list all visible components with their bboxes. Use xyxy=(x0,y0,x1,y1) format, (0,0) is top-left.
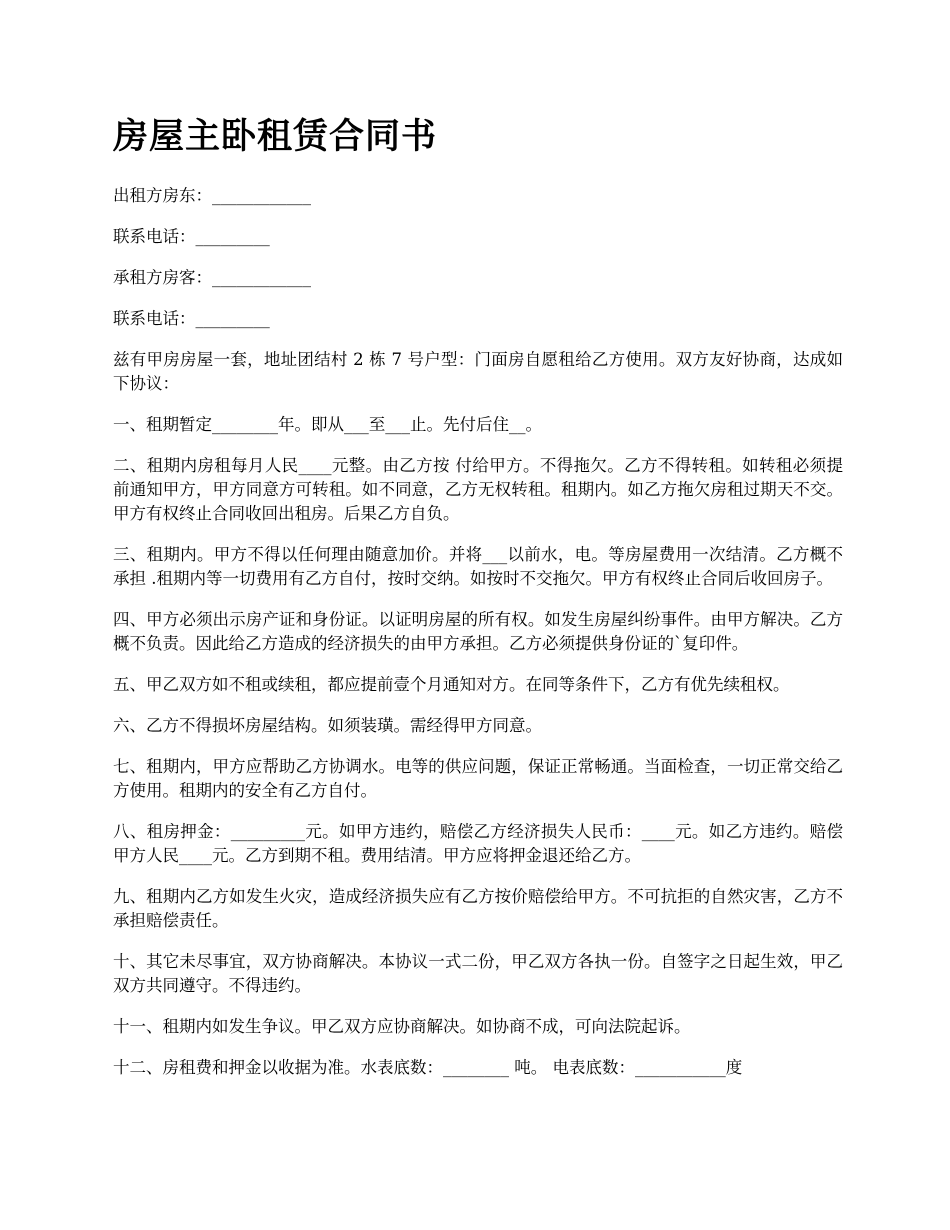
clause-6: 六、乙方不得损坏房屋结构。如须装璜。需经得甲方同意。 xyxy=(113,716,542,735)
clause-8: 八、租房押金：_________元。如甲方违约，赔偿乙方经济损失人民币：____元。如乙方违约。赔偿甲方人民____元。乙方到期不租。费用结清。甲方应将押金退还给乙方。 xyxy=(113,822,843,865)
clause-5: 五、甲乙双方如不租或续租，都应提前壹个月通知对方。在同等条件下，乙方有优先续租权。 xyxy=(113,675,790,694)
clause-1: 一、租期暂定________年。即从___至___止。先付后住__。 xyxy=(113,415,542,434)
document-title: 房屋主卧租赁合同书 xyxy=(113,117,438,157)
clause-7: 七、租期内，甲方应帮助乙方协调水。电等的供应问题，保证正常畅通。当面检查，一切正常交给乙方使用。租期内的安全有乙方自付。 xyxy=(113,757,843,800)
clause-10: 十、其它未尽事宜，双方协商解决。本协议一式二份，甲乙双方各执一份。自签字之日起生效，甲乙双方共同遵守。不得违约。 xyxy=(113,952,843,995)
tenant-field: 承租方房客：____________ xyxy=(113,268,311,287)
clause-11: 十一、租期内如发生争议。甲乙双方应协商解决。如协商不成，可向法院起诉。 xyxy=(113,1017,691,1036)
clause-4: 四、甲方必须出示房产证和身份证。以证明房屋的所有权。如发生房屋纠纷事件。由甲方解决。乙方概不负责。因此给乙方造成的经济损失的由甲方承担。乙方必须提供身份证的`复印件。 xyxy=(113,610,843,653)
clause-3: 三、租期内。甲方不得以任何理由随意加价。并将___以前水，电。等房屋费用一次结清。乙方概不承担 .租期内等一切费用有乙方自付，按时交纳。如按时不交拖欠。甲方有权终止合同后收回房子。 xyxy=(113,545,843,588)
clause-2: 二、租期内房租每月人民____元整。由乙方按 付给甲方。不得拖欠。乙方不得转租。如转租必须提前通知甲方，甲方同意方可转租。如不同意，乙方无权转租。租期内。如乙方拖欠房租过期天不交。甲方有权终止合同收回出租房。后果乙方自负。 xyxy=(113,456,843,523)
landlord-phone-field: 联系电话：_________ xyxy=(113,227,270,246)
clause-12: 十二、房租费和押金以收据为准。水表底数：________ 吨。 电表底数：___________度 xyxy=(113,1058,743,1077)
intro-paragraph: 兹有甲房房屋一套，地址团结村 2 栋 7 号户型：门面房自愿租给乙方使用。双方友好协商，达成如下协议： xyxy=(113,350,843,393)
landlord-field: 出租方房东：____________ xyxy=(113,186,311,205)
contract-page xyxy=(113,112,843,1097)
clause-9: 九、租期内乙方如发生火灾，造成经济损失应有乙方按价赔偿给甲方。不可抗拒的自然灾害，乙方不承担赔偿责任。 xyxy=(113,887,843,930)
tenant-phone-field: 联系电话：_________ xyxy=(113,309,270,328)
